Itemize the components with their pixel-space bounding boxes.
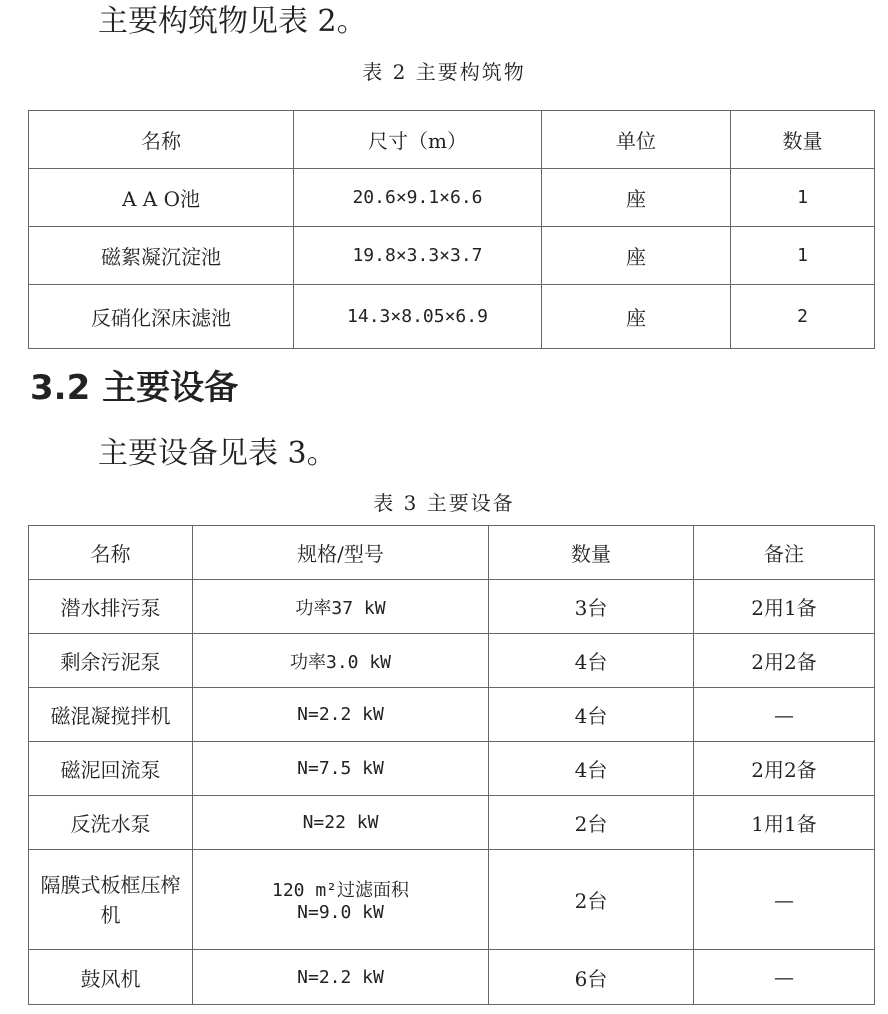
table-row — [29, 950, 875, 1005]
equipment-name: 磁混凝搅拌机 — [29, 688, 193, 742]
equipment-quantity: 4台 — [489, 688, 694, 742]
equipment-spec: N=22 kW — [193, 796, 489, 850]
table-header-row — [29, 111, 875, 169]
equipment-quantity: 6台 — [489, 950, 694, 1005]
equipment-quantity: 4台 — [489, 742, 694, 796]
structure-unit: 座 — [542, 227, 731, 285]
table-row — [29, 850, 875, 950]
structures-table — [28, 110, 875, 349]
structure-unit: 座 — [542, 169, 731, 227]
structure-size: 14.3×8.05×6.9 — [294, 285, 542, 349]
equipment-spec: 功率3.0 kW — [193, 634, 489, 688]
structure-unit: 座 — [542, 285, 731, 349]
column-header-name: 名称 — [29, 111, 294, 169]
column-header-spec: 规格/型号 — [193, 526, 489, 580]
column-header-name: 名称 — [29, 526, 193, 580]
equipment-spec-line: N=9.0 kW — [297, 902, 384, 923]
structure-quantity: 1 — [731, 169, 875, 227]
equipment-quantity: 2台 — [489, 850, 694, 950]
equipment-quantity: 3台 — [489, 580, 694, 634]
equipment-spec: N=2.2 kW — [193, 688, 489, 742]
structure-size: 19.8×3.3×3.7 — [294, 227, 542, 285]
table-row — [29, 742, 875, 796]
table2-intro: 主要构筑物见表 2。 — [98, 4, 367, 39]
equipment-spec: N=2.2 kW — [193, 950, 489, 1005]
table-row — [29, 688, 875, 742]
equipment-note: 1用1备 — [694, 796, 875, 850]
equipment-name: 剩余污泥泵 — [29, 634, 193, 688]
table-row — [29, 227, 875, 285]
equipment-note: 2用2备 — [694, 634, 875, 688]
table3-intro: 主要设备见表 3。 — [98, 436, 337, 471]
column-header-size: 尺寸（m） — [294, 111, 542, 169]
equipment-spec — [193, 850, 489, 950]
equipment-note: — — [694, 688, 875, 742]
column-header-quantity: 数量 — [731, 111, 875, 169]
section-heading: 3.2 主要设备 — [30, 368, 239, 408]
equipment-name: 磁泥回流泵 — [29, 742, 193, 796]
column-header-quantity: 数量 — [489, 526, 694, 580]
table-row — [29, 796, 875, 850]
equipment-spec: N=7.5 kW — [193, 742, 489, 796]
equipment-note: — — [694, 850, 875, 950]
column-header-note: 备注 — [694, 526, 875, 580]
equipment-quantity: 2台 — [489, 796, 694, 850]
table-row — [29, 580, 875, 634]
equipment-name: 反洗水泵 — [29, 796, 193, 850]
table2-caption: 表 2 主要构筑物 — [362, 60, 526, 84]
equipment-quantity: 4台 — [489, 634, 694, 688]
column-header-unit: 单位 — [542, 111, 731, 169]
table-header-row — [29, 526, 875, 580]
equipment-spec-line: 120 m²过滤面积 — [271, 880, 410, 901]
structure-size: 20.6×9.1×6.6 — [294, 169, 542, 227]
equipment-name: 潜水排污泵 — [29, 580, 193, 634]
table-row — [29, 285, 875, 349]
equipment-name: 鼓风机 — [29, 950, 193, 1005]
equipment-note: — — [694, 950, 875, 1005]
table3-caption: 表 3 主要设备 — [373, 491, 515, 515]
structure-name: 反硝化深床滤池 — [29, 285, 294, 349]
structure-name: A A O池 — [29, 169, 294, 227]
equipment-note: 2用1备 — [694, 580, 875, 634]
equipment-note: 2用2备 — [694, 742, 875, 796]
equipment-name: 隔膜式板框压榨机 — [29, 850, 193, 950]
table-row — [29, 634, 875, 688]
equipment-table — [28, 525, 875, 1005]
structure-quantity: 2 — [731, 285, 875, 349]
structure-quantity: 1 — [731, 227, 875, 285]
structure-name: 磁絮凝沉淀池 — [29, 227, 294, 285]
table-row — [29, 169, 875, 227]
equipment-spec: 功率37 kW — [193, 580, 489, 634]
